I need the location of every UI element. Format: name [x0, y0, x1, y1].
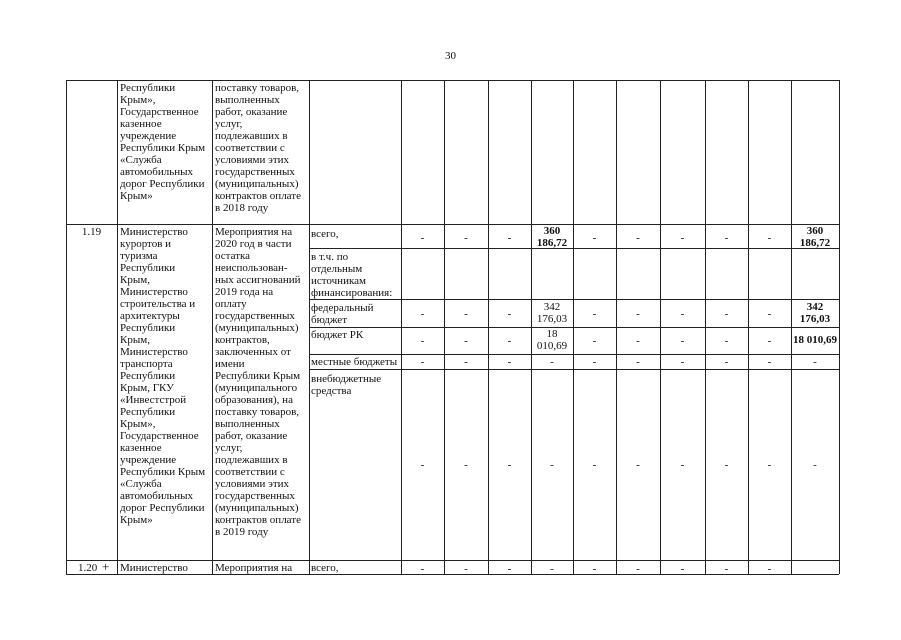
- dash-local-c4: -: [550, 356, 554, 368]
- dash-rk-c2: -: [464, 335, 468, 347]
- dash-total-c1: -: [420, 232, 425, 244]
- source-local-label: местные бюджеты: [311, 356, 398, 368]
- subrow-line-incl: [309, 299, 839, 300]
- source-incl-label: в т.ч. по отдельным источникам финансирования:: [311, 251, 393, 299]
- top-row-responsible: Республики Крым», Государственное казенное учреждение Республики Крым «Служба автомобильных дорог Республики Крым»: [120, 82, 206, 202]
- dash-extra-c1: -: [420, 459, 425, 471]
- dash-rk-c8: -: [724, 335, 729, 347]
- col-line-0: [66, 80, 67, 574]
- col-line-2: [212, 80, 213, 574]
- subrow-line-fed: [309, 327, 839, 328]
- dash-extra-c9: -: [767, 459, 772, 471]
- dash-total-c3: -: [507, 232, 512, 244]
- source-rk-label: бюджет РК: [311, 329, 364, 341]
- rk-value-last: 18 010,69: [793, 334, 837, 346]
- dash-extra-c7: -: [680, 459, 685, 471]
- col-line-11: [705, 80, 706, 574]
- dash-rk-c1: -: [420, 335, 425, 347]
- dash-fed-c5: -: [592, 308, 597, 320]
- dash-local-c3: -: [507, 356, 512, 368]
- dash-fed-c9: -: [767, 308, 772, 320]
- row-1-20-source-total: всего,: [311, 562, 339, 574]
- federal-value-col4: 342 176,03: [536, 301, 568, 325]
- row-1-20-responsible: Министерство: [120, 562, 188, 574]
- dash-extra-c4: -: [550, 459, 554, 471]
- dash-120-c1: -: [420, 563, 425, 575]
- dash-total-c9: -: [767, 232, 772, 244]
- col-line-10: [660, 80, 661, 574]
- col-line-7: [531, 80, 532, 574]
- dash-120-c7: -: [636, 563, 640, 575]
- dash-local-c10: -: [813, 356, 817, 368]
- dash-total-c7: -: [680, 232, 685, 244]
- total-value-last: 360 186,72: [799, 225, 831, 249]
- dash-120-c9: -: [724, 563, 729, 575]
- dash-local-c7: -: [680, 356, 685, 368]
- dash-local-c2: -: [464, 356, 468, 368]
- dash-fed-c3: -: [507, 308, 512, 320]
- source-federal-label: федеральный бюджет: [311, 302, 374, 326]
- dash-local-c5: -: [592, 356, 597, 368]
- dash-fed-c6: -: [636, 308, 640, 320]
- dash-120-c3: -: [507, 563, 512, 575]
- col-line-8: [573, 80, 574, 574]
- dash-rk-c9: -: [767, 335, 772, 347]
- col-line-12: [748, 80, 749, 574]
- table-top-line: [66, 80, 839, 81]
- top-row-measure: поставку товаров, выполненных работ, оказание услуг, подлежавших в соответствии с условиями этих государственных (муниципальных) контрактов оплате в 2018 году: [215, 82, 301, 214]
- dash-extra-c3: -: [507, 459, 512, 471]
- col-line-4: [401, 80, 402, 574]
- col-line-9: [616, 80, 617, 574]
- dash-fed-c8: -: [724, 308, 729, 320]
- handwritten-cross-mark: +: [102, 559, 110, 574]
- dash-fed-c7: -: [680, 308, 685, 320]
- dash-120-c2: -: [464, 563, 468, 575]
- dash-local-c1: -: [420, 356, 425, 368]
- col-line-14: [839, 80, 840, 574]
- dash-total-c5: -: [592, 232, 597, 244]
- col-line-6: [488, 80, 489, 574]
- dash-extra-c8: -: [724, 459, 729, 471]
- dash-total-c6: -: [636, 232, 640, 244]
- page-number: 30: [445, 50, 456, 62]
- dash-total-c2: -: [464, 232, 468, 244]
- row-number-1-20: 1.20: [78, 562, 98, 574]
- dash-extra-c5: -: [592, 459, 597, 471]
- source-total-label: всего,: [311, 228, 339, 240]
- dash-extra-c2: -: [464, 459, 468, 471]
- row-separator-1-19: [66, 224, 839, 225]
- dash-local-c9: -: [767, 356, 772, 368]
- total-value-col4: 360 186,72: [536, 225, 568, 249]
- dash-120-c8: -: [680, 563, 685, 575]
- subrow-line-total: [309, 248, 839, 249]
- dash-120-c5: -: [592, 563, 597, 575]
- col-line-5: [444, 80, 445, 574]
- row-number-1-19: 1.19: [81, 226, 102, 238]
- col-line-1: [117, 80, 118, 574]
- federal-value-last: 342 176,03: [799, 301, 831, 325]
- row-1-19-responsible: Министерство курортов и туризма Республики Крым, Министерство строительства и архитектуры Республики Крым, Министерство транспорта Республики Крым, ГКУ «Инвестстрой Республики Крым», Государственное казенное учреждение Республики Крым «Служба автомобильных дорог Республики Крым»: [120, 226, 206, 526]
- dash-extra-c10: -: [813, 459, 817, 471]
- dash-rk-c6: -: [636, 335, 640, 347]
- dash-rk-c5: -: [592, 335, 597, 347]
- dash-local-c8: -: [724, 356, 729, 368]
- dash-rk-c7: -: [680, 335, 685, 347]
- dash-extra-c6: -: [636, 459, 640, 471]
- rk-value-col4: 18 010,69: [536, 328, 568, 352]
- dash-total-c8: -: [724, 232, 729, 244]
- source-extra-label: внебюджетные средства: [311, 373, 382, 397]
- dash-fed-c1: -: [420, 308, 425, 320]
- row-1-19-measure: Мероприятия на 2020 год в части остатка неиспользован- ных ассигнований 2019 года на оплату государственных (муниципальных) контрактов, заключенных от имени Республики Крым (муниципального образования), на поставку товаров, выполненных работ, оказание услуг, подлежавших в соответствии с условиями этих государственных (муниципальных) контрактов оплате в 2019 году: [215, 226, 301, 538]
- col-line-3: [309, 80, 310, 574]
- subrow-line-rk: [309, 354, 839, 355]
- subrow-line-local: [309, 369, 839, 370]
- row-1-20-measure: Мероприятия на: [215, 562, 293, 574]
- dash-120-c10: -: [767, 563, 772, 575]
- dash-local-c6: -: [636, 356, 640, 368]
- row-separator-1-20: [66, 560, 839, 561]
- dash-120-c4: -: [550, 563, 554, 575]
- dash-rk-c3: -: [507, 335, 512, 347]
- dash-fed-c2: -: [464, 308, 468, 320]
- col-line-13: [791, 80, 792, 574]
